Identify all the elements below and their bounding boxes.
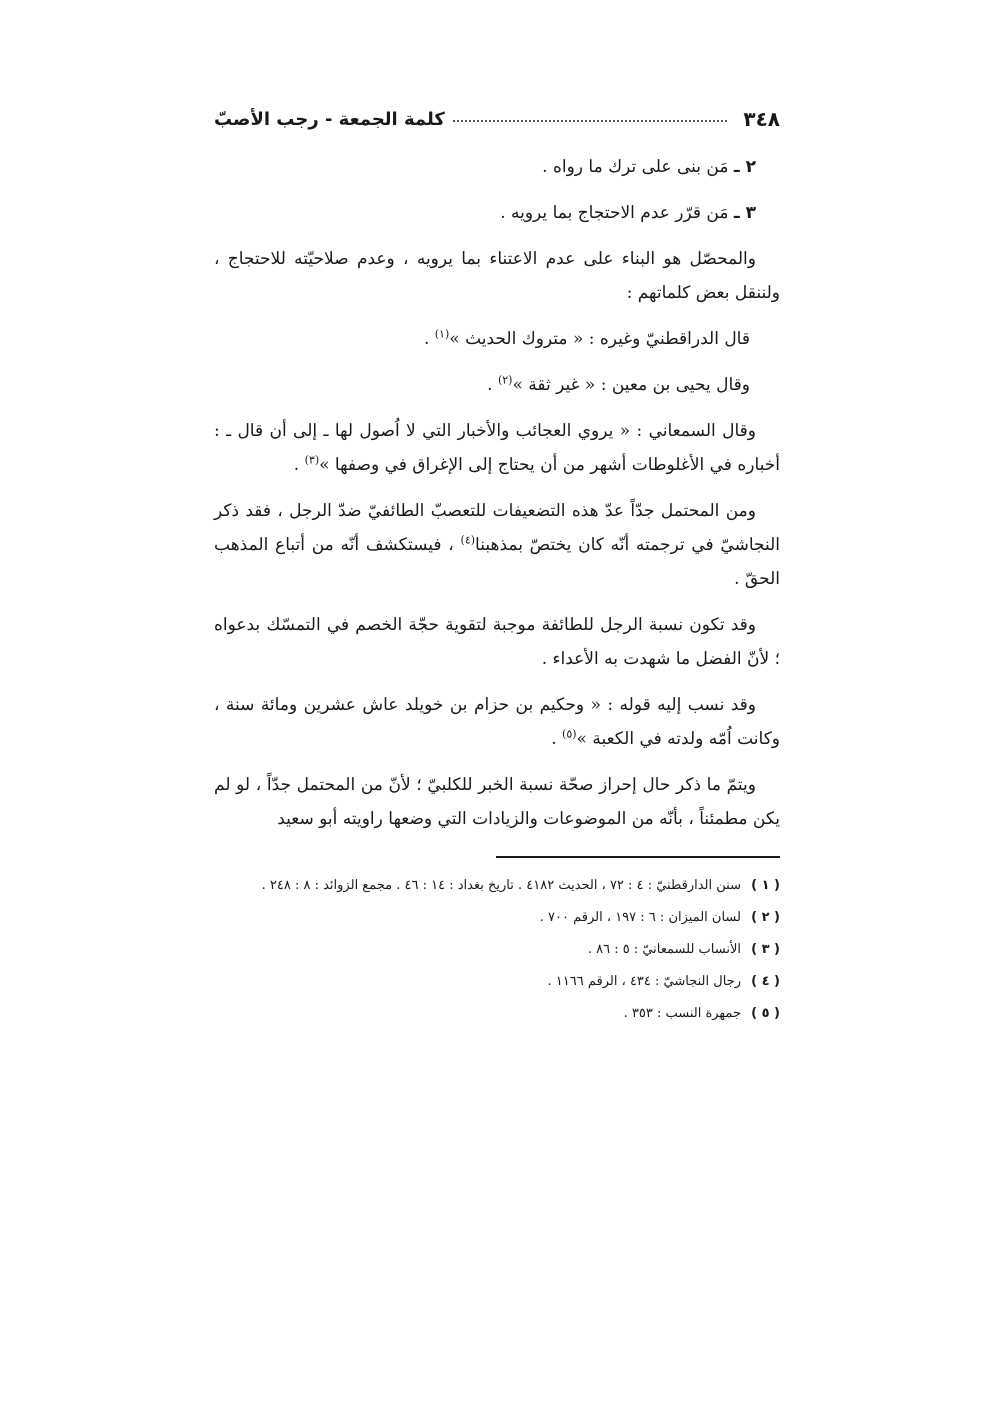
footnote-divider: [496, 856, 780, 858]
paragraph-text: قال الدراقطنيّ وغيره : « متروك الحديث »: [449, 329, 750, 349]
footnote-text: رجال النجاشيّ : ٤٣٤ ، الرقم ١١٦٦ .: [547, 974, 741, 989]
header-dotted-leader: [453, 120, 728, 122]
footnote-number: ( ١ ): [751, 878, 780, 893]
paragraph-hakim: [214, 688, 780, 756]
footnote-text: لسان الميزان : ٦ : ١٩٧ ، الرقم ٧٠٠ .: [539, 910, 741, 925]
footnote-text: سنن الدارقطنيّ : ٤ : ٧٢ ، الحديث ٤١٨٢ . تاريخ بغداد : ١٤ : ٤٦ . مجمع الزوائد : ٨ : ٢٤٨ .: [261, 878, 741, 893]
paragraph-text-cont: ، فيستكشف أنّه من أتباع المذهب الحقّ .: [214, 535, 780, 589]
paragraph-yatimm: ويتمّ ما ذكر حال إحراز صحّة نسبة الخبر للكلبيّ ؛ لأنّ من المحتمل جدّاً ، لو لم يكن مطمئناً ، بأنّه من الموضوعات والزيادات التي وضعها راويته أبو سعيد: [214, 775, 780, 829]
footnote-ref[interactable]: (٤): [460, 533, 476, 547]
paragraph-end: .: [423, 329, 430, 349]
paragraph-text: وقد نسب إليه قوله : « وحكيم بن حزام بن خويلد عاش عشرين ومائة سنة ، وكانت اُمّه ولدته في الكعبة »: [214, 695, 780, 749]
list-text: مَن قرّر عدم الاحتجاج بما يرويه .: [500, 203, 729, 223]
paragraph-samani: [214, 414, 780, 482]
list-number: ٢ ـ: [733, 157, 756, 177]
paragraph-text: ومن المحتمل جدّاً عدّ هذه التضعيفات للتعصبّ الطائفيّ ضدّ الرجل ، فقد ذكر النجاشيّ في ترجمته أنّه كان يختصّ بمذهبنا: [214, 501, 781, 555]
paragraph-daraqutni: [214, 322, 780, 356]
footnotes: [214, 870, 780, 1030]
footnote-1: [214, 870, 780, 902]
page-header: [214, 104, 780, 134]
footnote-4: [214, 966, 780, 998]
paragraph-nisba: وقد تكون نسبة الرجل للطائفة موجبة لتقوية حجّة الخصم في التمسّك بدعواه ؛ لأنّ الفضل ما شهدت به الأعداء .: [214, 615, 780, 669]
footnote-3: [214, 934, 780, 966]
page-number: ٣٤٨: [743, 107, 780, 131]
list-number: ٣ ـ: [733, 203, 756, 223]
footnote-number: ( ٢ ): [751, 910, 780, 925]
paragraph-yahya: [214, 368, 780, 402]
footnote-5: [214, 998, 780, 1030]
list-item-2: [214, 150, 780, 184]
main-text: [214, 150, 780, 848]
list-text: مَن بنى على ترك ما رواه .: [542, 157, 729, 177]
footnote-ref[interactable]: (٢): [497, 373, 513, 387]
paragraph-muhtamal: [214, 494, 780, 596]
footnote-ref[interactable]: (٣): [304, 453, 320, 467]
footnote-number: ( ٤ ): [751, 974, 780, 989]
paragraph-muhassal: والمحصّل هو البناء على عدم الاعتناء بما يرويه ، وعدم صلاحيّته للاحتجاج ، ولننقل بعض كلماتهم :: [214, 249, 780, 303]
list-item-3: [214, 196, 780, 230]
paragraph-end: .: [487, 375, 493, 395]
footnote-text: الأنساب للسمعانيّ : ٥ : ٨٦ .: [587, 942, 741, 957]
paragraph-end: .: [293, 455, 300, 475]
footnote-ref[interactable]: (١): [434, 327, 450, 341]
running-title: كلمة الجمعة - رجب الأصبّ: [214, 108, 445, 130]
paragraph-text: وقال يحيى بن معين : « غير ثقة »: [512, 375, 750, 395]
footnote-text: جمهرة النسب : ٣٥٣ .: [623, 1006, 741, 1021]
paragraph-end: .: [551, 729, 557, 749]
footnote-2: [214, 902, 780, 934]
footnote-number: ( ٥ ): [751, 1006, 780, 1021]
footnote-number: ( ٣ ): [751, 942, 780, 957]
paragraph-text: وقال السمعاني : « يروي العجائب والأخبار التي لا اُصول لها ـ إلى أن قال ـ : أخباره في الأغلوطات أشهر من أن يحتاج إلى الإغراق في وصفها »: [214, 421, 780, 475]
footnote-ref[interactable]: (٥): [562, 727, 577, 741]
